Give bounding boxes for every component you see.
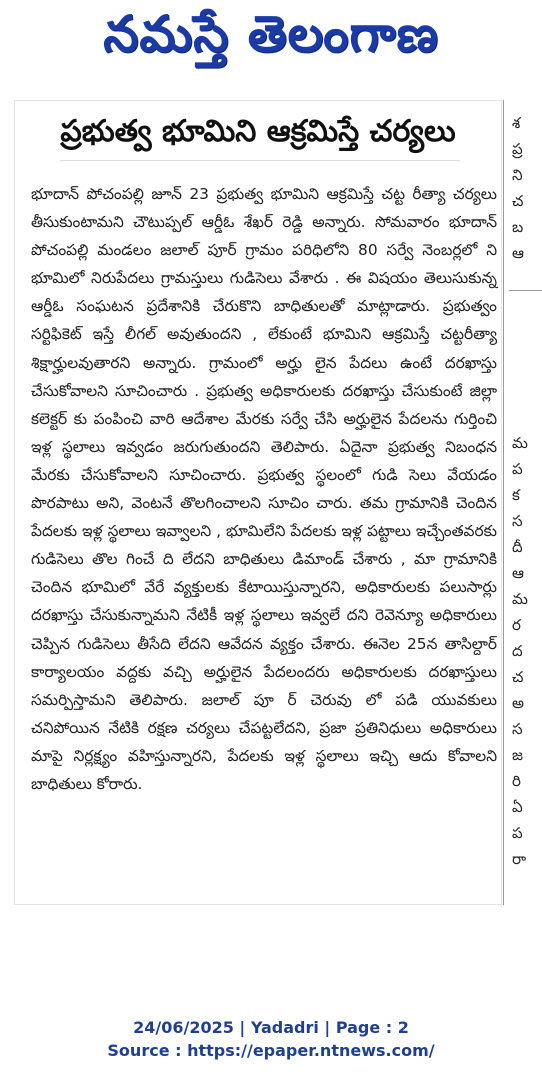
adjacent-text-fragment: శ	[512, 114, 521, 132]
adjacent-text-fragment: ప	[512, 460, 523, 478]
column-divider	[503, 100, 504, 905]
adjacent-text-fragment: ద	[512, 642, 523, 660]
article-paragraph: భూదాన్ పోచంపల్లి జూన్ 23 ప్రభుత్వ భూమిని ఆక్రమిస్తే చట్ట రీత్యా చర్యలు తీసుకుంటామని చౌటుప్పల్ ఆర్డీఓ శేఖర్ రెడ్డి అన్నారు. సోమవారం భూదాన్ పోచంపల్లి మండలం జలాల్ పూర్ గ్రామం పరిధిలోని 80 సర్వే నెంబర్లలో ని భూమిలో నిరుపేదలు గ్రామస్తులు గుడిసెలు వేశారు . ఈ విషయం తెలుసుకున్న ఆర్డీఓ సంఘటన ప్రదేశానికి చేరుకొని బాధితులతో మాట్లాడారు. ప్రభుత్వం సర్టిఫికెట్ ఇస్తే లీగల్ అవుతుందని , లేకుంటే భూమిని ఆక్రమిస్తే చట్టరీత్యా శిక్షార్హులవుతారని అన్నారు. గ్రామంలో అర్హు లైన పేదలు ఉంటే దరఖాస్తు చేసుకోవాలని సూచించారు . ప్రభుత్వ అధికారులకు దరఖాస్తు చేసుకుంటే జిల్లా కలెక్టర్ కు పంపించి వారి ఆదేశాల మేరకు సర్వే చేసి అర్హులైన పేదలను గుర్తించి ఇళ్ల స్థలాలు ఇవ్వడం జరుగుతుందని తెలిపారు. ఏదైనా ప్రభుత్వ నిబంధన మేరకు చేసుకోవాలని సూచించారు. ప్రభుత్వ స్థలంలో గుడి సెలు వేయడం పొరపాటు అని, వెంటనే తొలగించాలని సూచిం చారు. తమ గ్రామానికి చెందిన పేదలకు ఇళ్ల స్థలాలు ఇవ్వాలని , భూమిలేని పేదలకు ఇళ్ల పట్టాలు ఇచ్చేంతవరకు గుడిసెలు తొల గించే ది లేదని బాధితులు డిమాండ్ చేశారు , మా గ్రామానికి చెందిన భూమిలో వేరే వ్యక్తులకు కేటాయిస్తున్నారని, అధికారులకు పలుసార్లు దరఖాస్తు చేసుకున్నామని నేటికీ ఇళ్ల స్థలాలు ఇవ్వలే దని రెవెన్యూ అధికారులు చెప్పిన గుడిసెలు తీసేది లేదని ఆవేదన వ్యక్తం చేశారు. ఈనెల 25న తాసిల్దార్ కార్యాలయం వద్దకు వచ్చి అర్హులైన పేదలందరు అధికారులకు దరఖాస్తులు సమర్పిస్తామని తెలిపారు. జలాల్ పూ ర్ చెరువు లో పడి యువకులు చనిపోయిన నేటికి రక్షణ చర్యలు చేపట్టలేదని, ప్రజా ప్రతినిధులు అధికారులు మాపై నిర్లక్ష్యం వహిస్తున్నారని, పేదలకు ఇళ్ల స్థలాలు ఇచ్చి ఆదు కోవాలని బాధితులు కోరారు.	[31, 185, 497, 793]
headline-divider	[60, 160, 460, 161]
adjacent-text-fragment: ఆ	[512, 564, 524, 582]
adjacent-text-fragment: ప్ర	[512, 140, 523, 158]
adjacent-text-fragment: స	[512, 720, 523, 738]
adjacent-text-fragment: క	[512, 486, 520, 504]
adjacent-column-rule	[509, 290, 542, 291]
adjacent-text-fragment: చ	[512, 668, 524, 686]
footer-source: Source : https://epaper.ntnews.com/	[107, 1041, 435, 1060]
adjacent-text-fragment: అ	[512, 694, 525, 712]
adjacent-text-fragment: బ	[512, 218, 524, 236]
adjacent-text-fragment: ఏ	[512, 798, 523, 816]
adjacent-text-fragment: జ	[512, 746, 523, 764]
adjacent-column-top	[512, 110, 542, 280]
footer-date-edition: 24/06/2025 | Yadadri | Page : 2	[133, 1018, 409, 1037]
newspaper-title: నమస్తే తెలంగాణ	[103, 4, 439, 63]
adjacent-text-fragment: ప	[512, 824, 523, 842]
adjacent-text-fragment: రా	[512, 850, 527, 868]
adjacent-text-fragment: మ	[512, 590, 528, 608]
adjacent-text-fragment: ర	[512, 616, 521, 634]
adjacent-text-fragment: రి	[512, 772, 521, 790]
article-body	[31, 180, 497, 798]
article-headline: ప్రభుత్వ భూమిని ఆక్రమిస్తే చర్యలు	[60, 114, 456, 149]
masthead	[0, 0, 542, 80]
adjacent-column-bottom	[512, 430, 542, 900]
adjacent-text-fragment: ని	[512, 166, 523, 184]
adjacent-text-fragment: స	[512, 512, 523, 530]
adjacent-text-fragment: దీ	[512, 538, 523, 556]
adjacent-text-fragment: మ	[512, 434, 528, 452]
adjacent-text-fragment: ఆ	[512, 244, 524, 262]
adjacent-text-fragment: చ	[512, 192, 524, 210]
